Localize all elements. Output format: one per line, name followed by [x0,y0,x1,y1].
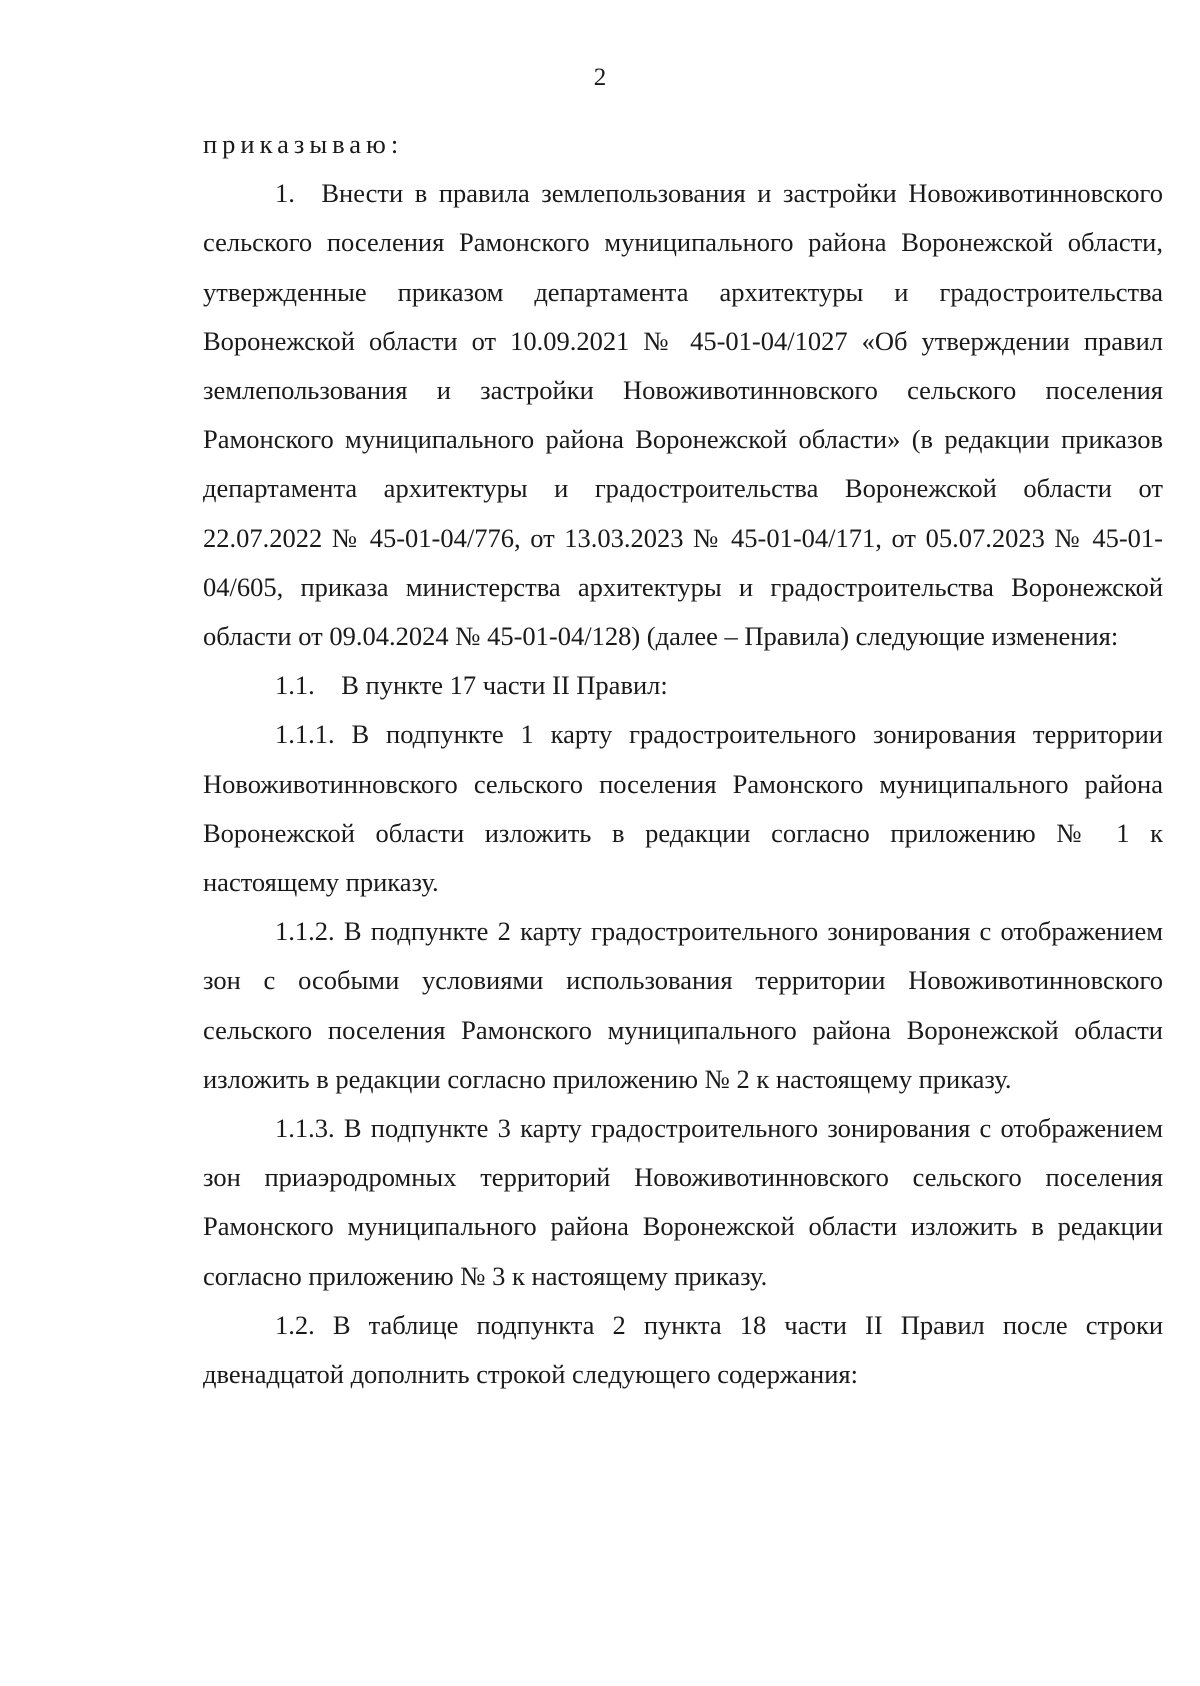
page-number: 2 [593,64,607,91]
paragraph-1-1-3: 1.1.3. В подпункте 3 карту градостроительного зонирования с отображением зон приаэродромных территорий Новоживотинновского сельского поселения Рамонского муниципального района Воронежской области изложить в редакции согласно приложению № 3 к настоящему приказу. [203,1113,1163,1291]
paragraph-1-1-2: 1.1.2. В подпункте 2 карту градостроительного зонирования с отображением зон с особыми условиями использования территории Новоживотинновского сельского поселения Рамонского муниципального района Воронежской области изложить в редакции согласно приложению № 2 к настоящему приказу. [203,916,1163,1094]
paragraph-1-2: 1.2. В таблице подпункта 2 пункта 18 части II Правил после строки двенадцатой дополнить строкой следующего содержания: [203,1309,1163,1390]
paragraph-1-1: 1.1. В пункте 17 части II Правил: [275,670,668,701]
paragraph-1: 1. Внести в правила землепользования и застройки Новоживотинновского сельского поселения Рамонского муниципального района Воронежской области, утвержденные приказом департамента архитектуры и градостроительства Воронежской области от 10.09.2021 № 45-01-04/1027 «Об утверждении правил землепользования и застройки Новоживотинновского сельского поселения Рамонского муниципального района Воронежской области» (в редакции приказов департамента архитектуры и градостроительства Воронежской области от 22.07.2022 № 45-01-04/776, от 13.03.2023 № 45-01-04/171, от 05.07.2023 № 45-01-04/605, приказа министерства архитектуры и градостроительства Воронежской области от 09.04.2024 № 45-01-04/128) (далее – Правила) следующие изменения: [203,178,1163,652]
document-body [203,120,1163,1399]
paragraph-1-1-1: 1.1.1. В подпункте 1 карту градостроительного зонирования территории Новоживотинновского сельского поселения Рамонского муниципального района Воронежской области изложить в редакции согласно приложению № 1 к настоящему приказу. [203,719,1163,898]
order-word: приказываю: [203,129,404,159]
